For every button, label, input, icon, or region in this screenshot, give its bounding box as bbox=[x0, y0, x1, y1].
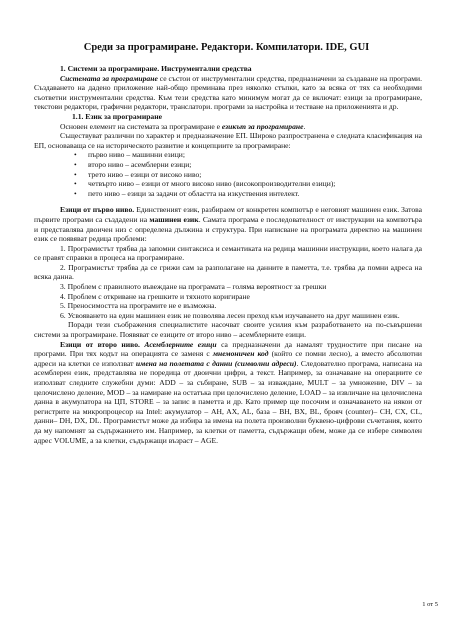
paragraph bbox=[34, 122, 422, 132]
paragraph-lead: Езици от второ ниво. bbox=[60, 339, 140, 349]
bullet-list bbox=[34, 150, 422, 198]
page-number: 1 от 5 bbox=[422, 601, 438, 608]
paragraph-lead: Езици от първо ниво. bbox=[60, 205, 135, 215]
document-body bbox=[34, 64, 422, 445]
paragraph-text: (който се помни лесно), а вместо абсолютни адреси на клетки се използват bbox=[34, 349, 422, 368]
paragraph: Съществуват различни по характер и предназначение ЕП. Широко разпространена е следната класификация на ЕП, основаваща се на историческото развитие и концепциите за програмиране: bbox=[34, 131, 422, 150]
list-item: • първо ниво – машинни езици; bbox=[88, 150, 422, 160]
emphasis-term: мнемоничен код bbox=[212, 349, 269, 359]
numbered-item: 6. Усвояването на един машинен език не позволява лесен преход към изучаването на друг машинен език. bbox=[60, 310, 400, 320]
numbered-item: 2. Програмистът трябва да се грижи сам за разполагане на данните в паметта, т.е. трябва да помни адреса на всяка данна. bbox=[34, 262, 422, 282]
section-heading: 1. Системи за програмиране. Инструментални средства bbox=[60, 64, 252, 73]
paragraph: Поради тези съображения специалистите насочват своите усилия към разработването на по-съвършени системи за програмиране. Появяват се езиците от второ ниво – асемблерните езици. bbox=[34, 320, 422, 340]
paragraph-text: . Следователно програма, написана на асемблерен език, представлява не поредица от двоични цифри, а текст. Например, за означаване на операциите се използват следните служебни думи: ADD – за събиране, SUB – за изваждане, MULT – за умножение, DIV – за целочислено деление, MOD – за намиране на остатъка при целочислено деление, LOAD – за извличане на целочислена данна в акумулатора на ЦП, STORE – за запис в паметта и др. Като пример ще посочим и означаването на някои от регистрите на микропроцесор на Intel: акумулатор – AH, AX, AL, база – BH, BX, BL, брояч (counter)– CH, CX, CL, данни– DH, DX, DL. Програмистът може да избира за имена на полета произволни буквено-цифрови съчетания, които да му напомнят за съдържанието им. Например, за клетки от паметта, съдържащи обем, може да се избере символен адрес VOLUME, а за клетки, съдържащи възраст – AGE. bbox=[34, 358, 422, 445]
paragraph-text: се състои от инструментални средства, предназначени за създаване на програми. Създаването на дадено приложение най-общо преминава през няколко стъпки, като за всяка от тях са необходими съответни инструментални средства. Към тези средства като минимум могат да се включат: езици за програмиране, текстови редактори, графични редактори, транслатори. програми за настройка и тестване на приложенията и др. bbox=[34, 73, 422, 112]
numbered-item: 4. Проблем с откриване на грешките и тяхното коригиране bbox=[60, 291, 250, 301]
paragraph-text: са предназначени да намалят трудностите при писане на програми. При тях кодът на операцията се заменя с bbox=[34, 339, 422, 359]
emphasis-term: имена на полетата с данни (символни адреси) bbox=[135, 358, 297, 368]
paragraph bbox=[34, 205, 422, 243]
paragraph-text: Единственият език, разбираем от конкретен компютър е неговият машинен език. Затова първите програми са създадени на bbox=[34, 205, 422, 224]
paragraph-text: . bbox=[303, 121, 306, 131]
list-item: • четвърто ниво – езици от много високо ниво (високопроизводителни езици); bbox=[88, 179, 422, 189]
subsection-heading: 1.1. Език за програмиране bbox=[72, 111, 162, 121]
paragraph bbox=[34, 74, 422, 112]
paragraph bbox=[34, 340, 422, 446]
emphasis-term: Системата за програмиране bbox=[60, 73, 158, 83]
numbered-item: 3. Проблем с правилното въвеждане на програмата – голяма вероятност за грешки bbox=[60, 282, 327, 292]
paragraph-text: Основен елемент на системата за програмиране е bbox=[60, 121, 222, 131]
paragraph-text: . Самата програма е последователност от инструкции на компютъра и представлява двоичен низ с определена дължина и структура. При написване на програмата директно на машинен език се появяват редица проблеми: bbox=[34, 214, 423, 244]
list-item: • второ ниво – асемблерни езици; bbox=[88, 160, 422, 170]
emphasis-term: езикът за програмиране bbox=[221, 121, 304, 131]
list-item: • трето ниво – езици от високо ниво; bbox=[88, 170, 422, 180]
numbered-item: 1. Програмистът трябва да запомни синтаксиса и семантиката на редица машинни инструкции, което налага да се правят справки в процеса на програмиране. bbox=[34, 243, 422, 263]
numbered-item: 5. Преносимостта на програмите не е възможна. bbox=[60, 301, 217, 311]
list-item: • пето ниво – езици за задачи от областта на изкуствения интелект. bbox=[88, 189, 422, 199]
bold-term: машинен език bbox=[149, 214, 199, 224]
page-title: Среди за програмиране. Редактори. Компилатори. IDE, GUI bbox=[83, 42, 370, 53]
emphasis-term: Асемблерните езици bbox=[139, 339, 217, 349]
